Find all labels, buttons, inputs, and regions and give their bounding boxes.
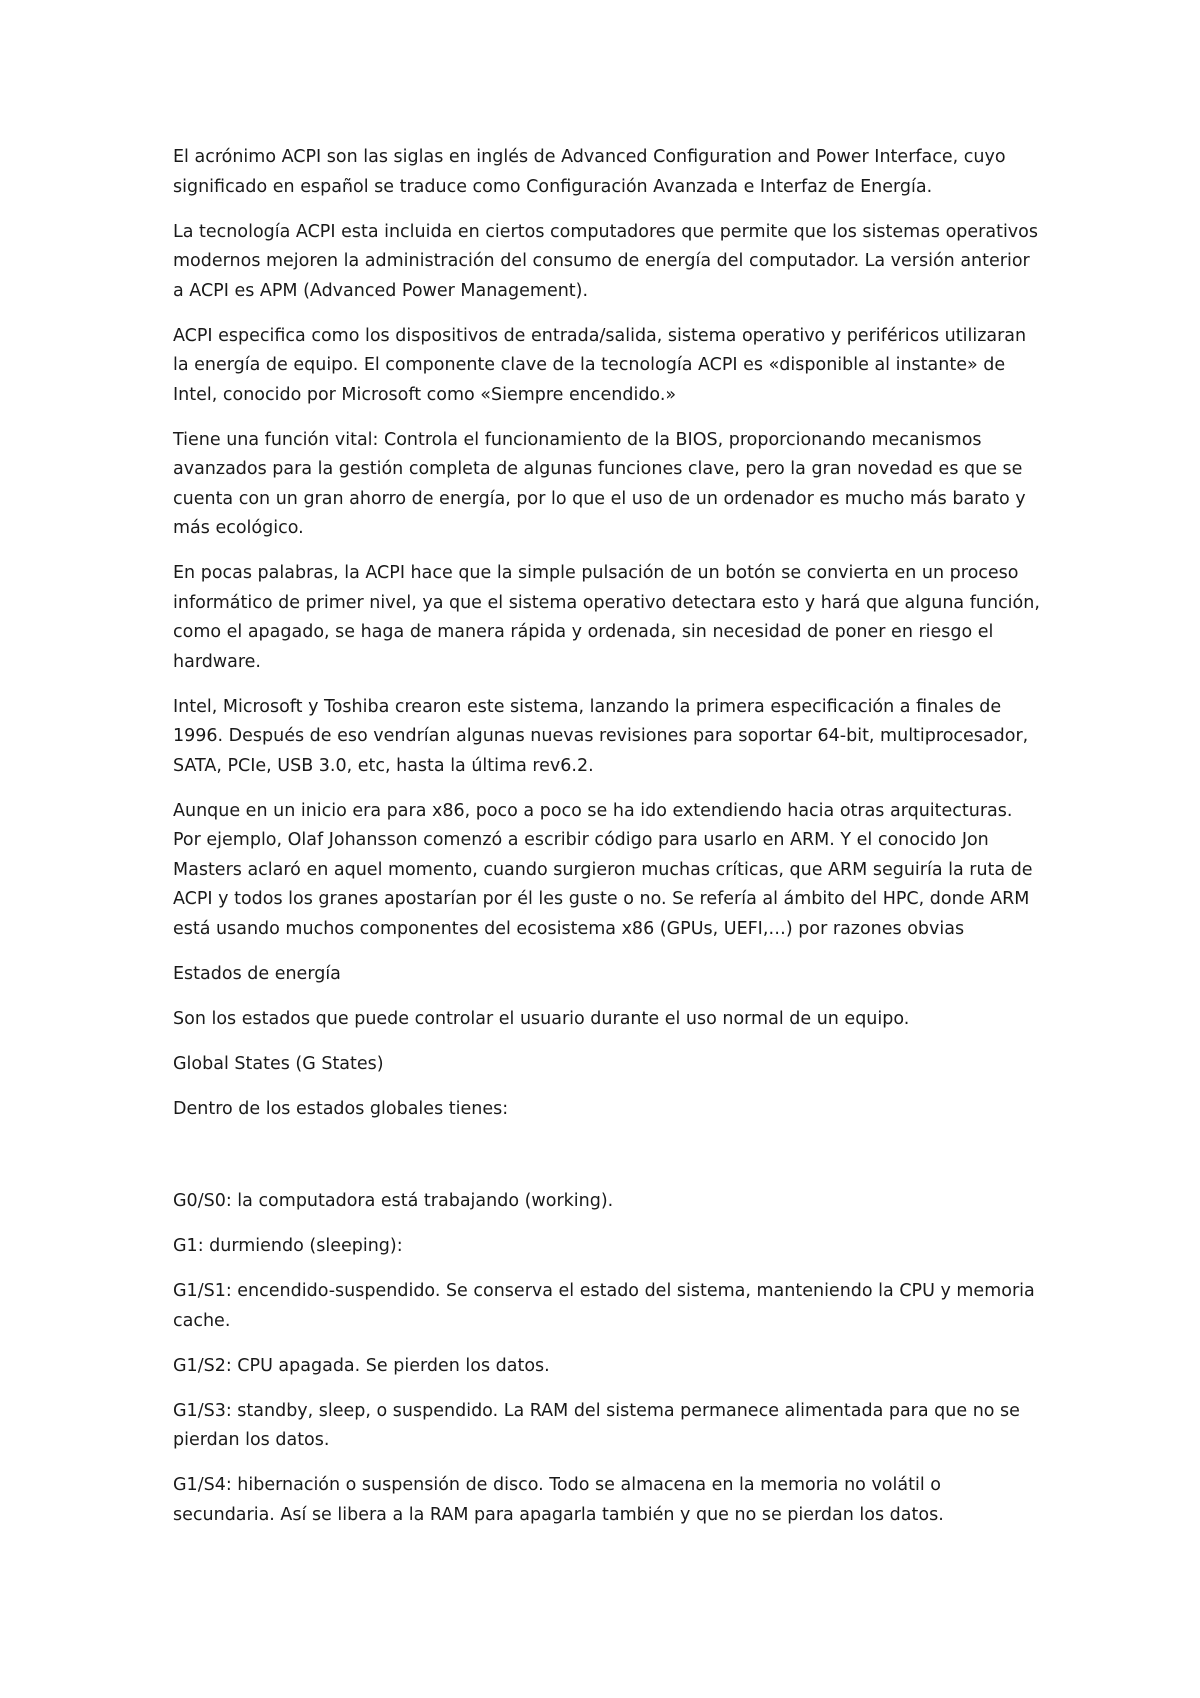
paragraph-acpi-technology: La tecnología ACPI esta incluida en ciertos computadores que permite que los sistemas operativos modernos mejoren la administración del consumo de energía del computador. La versión anterior a ACPI es APM (Advanced Power Management). bbox=[173, 221, 1038, 301]
list-item-g0-s0: G0/S0: la computadora está trabajando (working). bbox=[173, 1191, 614, 1211]
paragraph-summary: En pocas palabras, la ACPI hace que la simple pulsación de un botón se convierta en un proceso informático de primer nivel, ya que el sistema operativo detectara esto y hará que alguna función, como el apagado, se haga de manera rápida y ordenada, sin necesidad de poner en riesgo el hardware. bbox=[173, 563, 1040, 672]
list-item-g1-s4: G1/S4: hibernación o suspensión de disco. Todo se almacena en la memoria no volátil o secundaria. Así se libera a la RAM para apagarla también y que no se pierdan los datos. bbox=[173, 1475, 944, 1525]
list-item-g1: G1: durmiendo (sleeping): bbox=[173, 1236, 403, 1256]
section-heading-energy-states: Estados de energía bbox=[173, 963, 341, 984]
paragraph-global-states-intro: Dentro de los estados globales tienes: bbox=[173, 1098, 509, 1119]
states-list bbox=[173, 1187, 1043, 1546]
paragraph-acpi-definition: El acrónimo ACPI son las siglas en inglés de Advanced Configuration and Power Interface, cuyo significado en español se traduce como Configuración Avanzada e Interfaz de Energía. bbox=[173, 147, 1006, 197]
paragraph-architectures: Aunque en un inicio era para x86, poco a poco se ha ido extendiendo hacia otras arquitecturas. Por ejemplo, Olaf Johansson comenzó a escribir código para usarlo en ARM. Y el conocido Jon Masters aclaró en aquel momento, cuando surgieron muchas críticas, que ARM seguiría la ruta de ACPI y todos los granes apostarían por él les guste o no. Se refería al ámbito del HPC, donde ARM está usando muchos componentes del ecosistema x86 (GPUs, UEFI,…) por razones obvias bbox=[173, 800, 1033, 939]
paragraph-history: Intel, Microsoft y Toshiba crearon este sistema, lanzando la primera especificación a finales de 1996. Después de eso vendrían algunas nuevas revisiones para soportar 64-bit, multiprocesador, SATA, PCIe, USB 3.0, etc, hasta la última rev6.2. bbox=[173, 696, 1029, 776]
list-item-g1-s3: G1/S3: standby, sleep, o suspendido. La RAM del sistema permanece alimentada para que no se pierdan los datos. bbox=[173, 1400, 1020, 1450]
section-heading-global-states: Global States (G States) bbox=[173, 1053, 384, 1074]
paragraph-vital-function: Tiene una función vital: Controla el funcionamiento de la BIOS, proporcionando mecanismos avanzados para la gestión completa de algunas funciones clave, pero la gran novedad es que se cuenta con un gran ahorro de energía, por lo que el uso de un ordenador es mucho más barato y más ecológico. bbox=[173, 429, 1026, 538]
list-item-g1-s2: G1/S2: CPU apagada. Se pierden los datos. bbox=[173, 1355, 550, 1376]
paragraph-states-intro: Son los estados que puede controlar el usuario durante el uso normal de un equipo. bbox=[173, 1008, 910, 1029]
document-body bbox=[173, 143, 1043, 1140]
paragraph-acpi-devices: ACPI especifica como los dispositivos de entrada/salida, sistema operativo y periféricos utilizaran la energía de equipo. El componente clave de la tecnología ACPI es «disponible al instante» de Intel, conocido por Microsoft como «Siempre encendido.» bbox=[173, 325, 1027, 405]
list-item-g1-s1: G1/S1: encendido-suspendido. Se conserva el estado del sistema, manteniendo la CPU y memoria cache. bbox=[173, 1281, 1035, 1331]
